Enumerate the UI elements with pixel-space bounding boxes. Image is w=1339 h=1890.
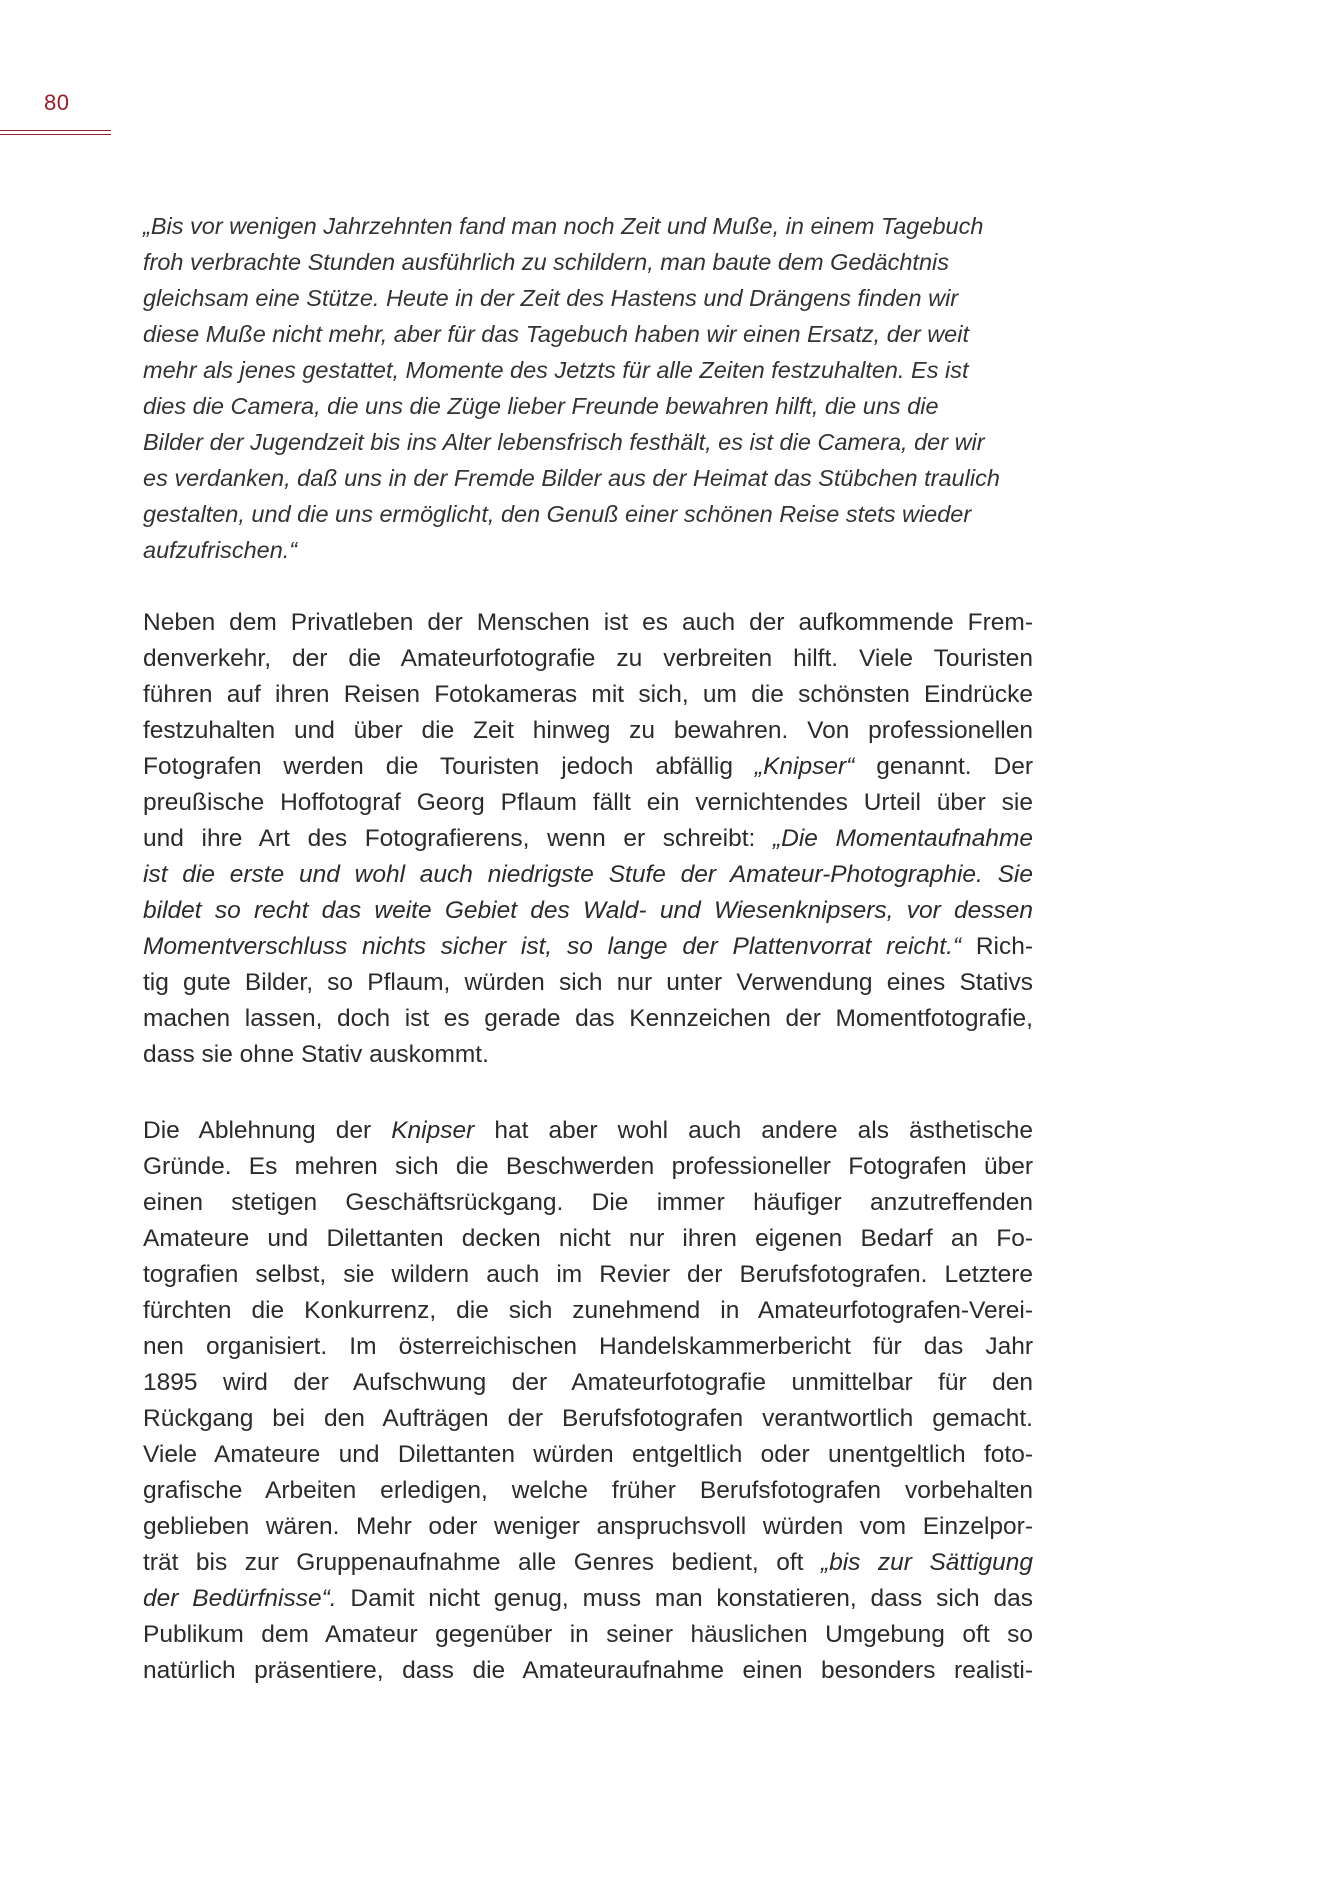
paragraph-line: führen auf ihren Reisen Fotokameras mit sich, um die schönsten Eindrücke <box>143 681 1033 708</box>
quote-line: gleichsam eine Stütze. Heute in der Zeit des Hastens und Drängens finden wir <box>143 285 959 311</box>
emphasis-text: ist die erste und wohl auch niedrigste Stufe der Amateur-Photographie. Sie <box>143 861 1033 888</box>
paragraph-line: dass sie ohne Stativ auskommt. <box>143 1041 489 1068</box>
paragraph-line <box>143 929 1033 965</box>
line-text: hat aber wohl auch andere als ästhetische <box>474 1117 1033 1144</box>
emphasis-text: der Bedürfnisse“. <box>143 1585 337 1612</box>
quote-line: Bilder der Jugendzeit bis ins Alter lebensfrisch festhält, es ist die Camera, der wir <box>143 429 985 455</box>
line-text: Rich- <box>961 933 1034 960</box>
block-quote <box>143 208 1033 568</box>
header-rule-bottom <box>0 134 111 135</box>
emphasis-text: „Die Momentaufnahme <box>772 825 1033 852</box>
paragraph-line <box>143 1545 1033 1581</box>
paragraph-line: einen stetigen Geschäftsrückgang. Die immer häufiger anzutreffenden <box>143 1189 1033 1216</box>
paragraph-line: fürchten die Konkurrenz, die sich zunehmend in Amateurfotografen-Verei- <box>143 1297 1033 1324</box>
paragraph-line: Gründe. Es mehren sich die Beschwerden professioneller Fotografen über <box>143 1153 1033 1180</box>
paragraph-line: tografien selbst, sie wildern auch im Revier der Berufsfotografen. Letztere <box>143 1261 1033 1288</box>
quote-line: gestalten, und die uns ermöglicht, den Genuß einer schönen Reise stets wieder <box>143 501 972 527</box>
body-paragraph-rejection <box>143 1113 1033 1689</box>
paragraph-line: geblieben wären. Mehr oder weniger anspruchsvoll würden vom Einzelpor- <box>143 1513 1033 1540</box>
paragraph-line <box>143 749 1033 785</box>
paragraph-line: Rückgang bei den Aufträgen der Berufsfotografen verantwortlich gemacht. <box>143 1405 1033 1432</box>
paragraph-line: Viele Amateure und Dilettanten würden entgeltlich oder unentgeltlich foto- <box>143 1441 1033 1468</box>
paragraph-line: preußische Hoffotograf Georg Pflaum fällt ein vernichtendes Urteil über sie <box>143 789 1033 816</box>
emphasis-text: „bis zur Sättigung <box>820 1549 1033 1576</box>
emphasis-text: Momentverschluss nichts sicher ist, so lange der Plattenvorrat reicht.“ <box>143 933 962 960</box>
paragraph-line: machen lassen, doch ist es gerade das Kennzeichen der Momentfotografie, <box>143 1005 1033 1032</box>
page-number: 80 <box>44 90 70 115</box>
emphasis-text: Knipser <box>391 1117 475 1144</box>
paragraph-line: festzuhalten und über die Zeit hinweg zu bewahren. Von professionellen <box>143 717 1033 744</box>
line-text: Fotografen werden die Touristen jedoch abfällig <box>143 753 755 780</box>
quote-line: aufzufrischen.“ <box>143 537 298 563</box>
paragraph-line <box>143 857 1033 893</box>
paragraph-line: tig gute Bilder, so Pflaum, würden sich nur unter Verwendung eines Stativs <box>143 969 1033 996</box>
quote-line: froh verbrachte Stunden ausführlich zu schildern, man baute dem Gedächtnis <box>143 249 949 275</box>
line-text: trät bis zur Gruppenaufnahme alle Genres bedient, oft <box>143 1549 821 1576</box>
line-text: Damit nicht genug, muss man konstatieren, dass sich das <box>336 1585 1033 1612</box>
line-text: genannt. Der <box>854 753 1033 780</box>
paragraph-line: Amateure und Dilettanten decken nicht nur ihren eigenen Bedarf an Fo- <box>143 1225 1033 1252</box>
line-text: Die Ablehnung der <box>143 1117 392 1144</box>
paragraph-line <box>143 1581 1033 1617</box>
paragraph-line <box>143 821 1033 857</box>
line-text: und ihre Art des Fotografierens, wenn er schreibt: <box>143 825 773 852</box>
emphasis-text: „Knipser“ <box>754 753 855 780</box>
paragraph-line <box>143 893 1033 929</box>
quote-line: es verdanken, daß uns in der Fremde Bilder aus der Heimat das Stübchen traulich <box>143 465 1000 491</box>
paragraph-line: Neben dem Privatleben der Menschen ist es auch der aufkommende Frem- <box>143 609 1033 636</box>
paragraph-line: denverkehr, der die Amateurfotografie zu verbreiten hilft. Viele Touristen <box>143 645 1033 672</box>
body-paragraph-tourism <box>143 605 1033 1073</box>
header-rule-top <box>0 130 111 131</box>
paragraph-line: Publikum dem Amateur gegenüber in seiner häuslichen Umgebung oft so <box>143 1621 1033 1648</box>
paragraph-line <box>143 1113 1033 1149</box>
quote-line: diese Muße nicht mehr, aber für das Tagebuch haben wir einen Ersatz, der weit <box>143 321 969 347</box>
quote-line: mehr als jenes gestattet, Momente des Jetzts für alle Zeiten festzuhalten. Es ist <box>143 357 969 383</box>
paragraph-line: grafische Arbeiten erledigen, welche früher Berufsfotografen vorbehalten <box>143 1477 1033 1504</box>
emphasis-text: bildet so recht das weite Gebiet des Wald- und Wiesenknipsers, vor dessen <box>143 897 1033 924</box>
quote-line: „Bis vor wenigen Jahrzehnten fand man noch Zeit und Muße, in einem Tagebuch <box>143 213 984 239</box>
quote-line: dies die Camera, die uns die Züge lieber Freunde bewahren hilft, die uns die <box>143 393 939 419</box>
paragraph-line: 1895 wird der Aufschwung der Amateurfotografie unmittelbar für den <box>143 1369 1033 1396</box>
paragraph-line: natürlich präsentiere, dass die Amateuraufnahme einen besonders realisti- <box>143 1657 1033 1684</box>
paragraph-line: nen organisiert. Im österreichischen Handelskammerbericht für das Jahr <box>143 1333 1033 1360</box>
